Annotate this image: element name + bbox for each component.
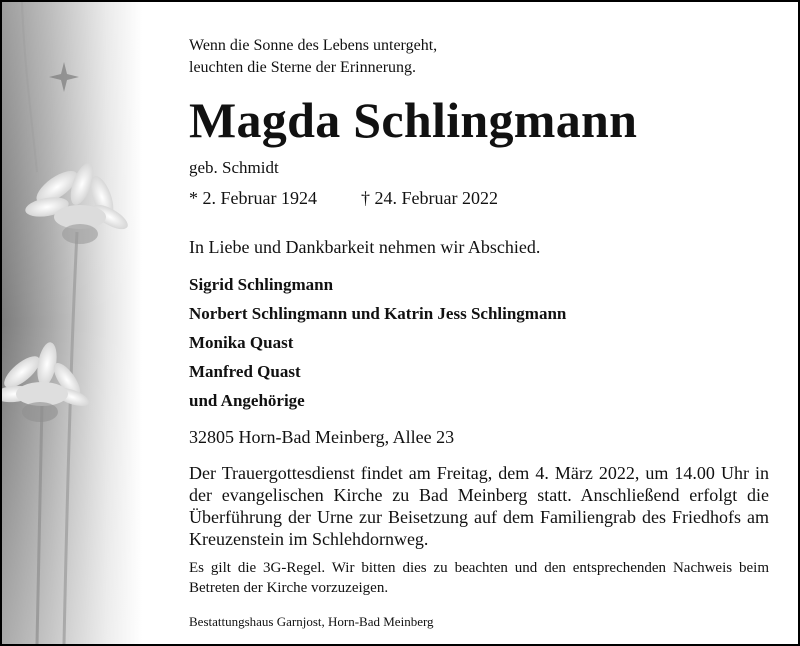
farewell-line: In Liebe und Dankbarkeit nehmen wir Abschied. (189, 237, 541, 257)
deceased-name: Magda Schlingmann (189, 92, 638, 148)
mourner-item: Norbert Schlingmann und Katrin Jess Schlingmann (189, 304, 567, 323)
death-date: † 24. Februar 2022 (361, 188, 498, 208)
covid-rule-notice: Es gilt die 3G-Regel. Wir bitten dies zu beachten und den entsprechenden Nachweis beim Betreten der Kirche vorzuzeigen. (189, 560, 769, 596)
motto (189, 35, 437, 79)
mourner-item: und Angehörige (189, 391, 305, 410)
mourners-list (189, 270, 566, 415)
birth-date: * 2. Februar 1924 (189, 188, 317, 208)
undertaker-credit: Bestattungshaus Garnjost, Horn-Bad Meinberg (189, 614, 434, 629)
mourner-item: Monika Quast (189, 333, 294, 352)
motto-line-2: leuchten die Sterne der Erinnerung. (189, 59, 417, 76)
life-dates (189, 188, 498, 209)
family-address: 32805 Horn-Bad Meinberg, Allee 23 (189, 427, 455, 447)
flower-decoration (2, 2, 142, 644)
maiden-name: geb. Schmidt (189, 158, 279, 177)
mourner-item: Manfred Quast (189, 362, 301, 381)
motto-line-1: Wenn die Sonne des Lebens untergeht, (189, 37, 438, 54)
service-announcement: Der Trauergottesdienst findet am Freitag, dem 4. März 2022, um 14.00 Uhr in der evangelischen Kirche zu Bad Meinberg statt. Anschließend erfolgt die Überführung der Urne zur Beisetzung auf dem Familiengrab des Friedhofs am Kreuzenstein im Schlehdornweg. (189, 463, 769, 549)
mourner-item: Sigrid Schlingmann (189, 275, 334, 294)
